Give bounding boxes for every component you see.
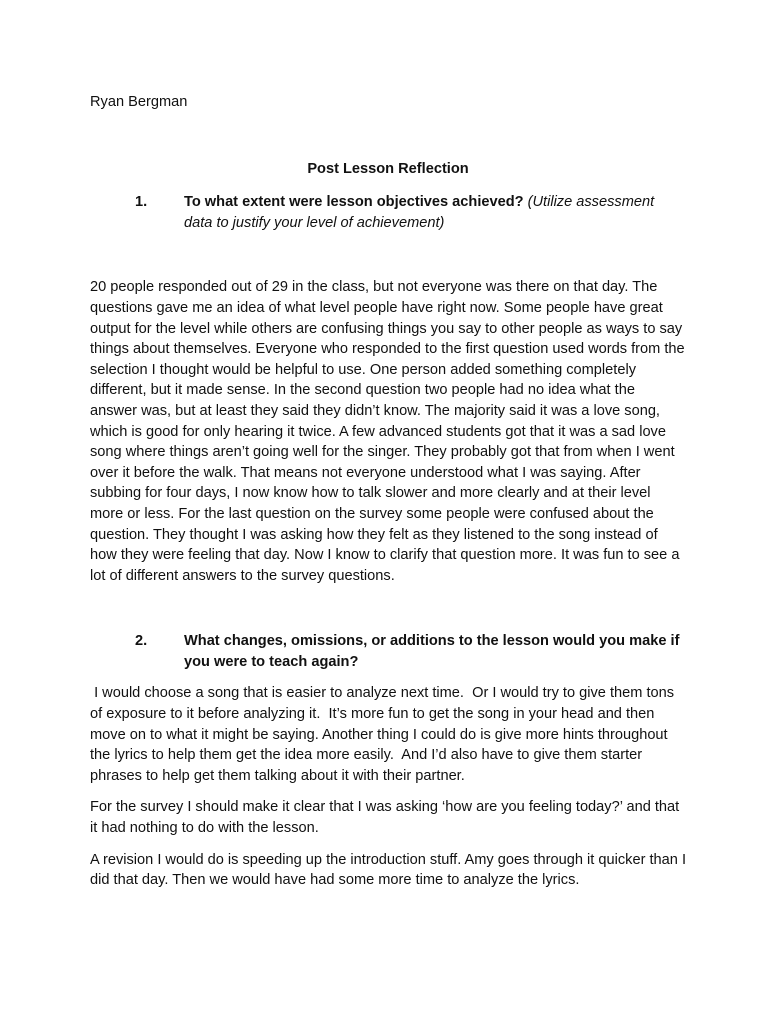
question-1-number: 1.	[135, 194, 148, 211]
question-2-number: 2.	[135, 633, 148, 650]
question-1	[135, 192, 686, 233]
question-2-text	[184, 631, 686, 672]
question-2	[135, 631, 686, 672]
question-2-prompt: What changes, omissions, or additions to the lesson would you make if you were to teach again?	[184, 633, 680, 670]
question-1-prompt: To what extent were lesson objectives achieved?	[184, 194, 524, 211]
answer-2-paragraph-2: For the survey I should make it clear that I was asking ‘how are you feeling today?’ and that it had nothing to do with the lesson.	[90, 799, 680, 837]
question-1-text	[184, 192, 686, 233]
author-name: Ryan Bergman	[90, 94, 188, 110]
document-title: Post Lesson Reflection	[307, 160, 469, 177]
answer-1-paragraph: 20 people responded out of 29 in the class, but not everyone was there on that day. The questions gave me an idea of what level people have right now. Some people have great output for the level while others are confusing things you say to other people as ways to say things about themselves. Everyone who responded to the first question used words from the selection I thought would be helpful to use. One person added something completely different, but it made sense. In the second question two people had no idea what the answer was, but at least they said they didn’t know. The majority said it was a love song, which is good for only hearing it twice. A few advanced students got that it was a sad love song where things aren’t going well for the singer. They probably got that from when I went over it before the walk. That means not everyone understood what I was saying. After subbing for four days, I now know how to talk slower and more clearly and at their level more or less. For the last question on the survey some people were confused about the question. They thought I was asking how they felt as they listened to the song instead of how they were feeling that day. Now I know to clarify that question more. It was fun to see a lot of different answers to the survey questions.	[90, 279, 685, 584]
document-page	[90, 92, 686, 891]
answer-2-paragraph-1: I would choose a song that is easier to analyze next time. Or I would try to give them tons of exposure to it before analyzing it. It’s more fun to get the song in your head and then move on to what it might be saying. Another thing I could do is give more hints throughout the lyrics to help them get the idea more easily. And I’d also have to give them starter phrases to help get them talking about it with their partner.	[90, 685, 679, 784]
question-1-note: (Utilize assessment data to justify your level of achievement)	[184, 194, 655, 231]
answer-2-paragraph-3: A revision I would do is speeding up the introduction stuff. Amy goes through it quicker than I did that day. Then we would have had some more time to analyze the lyrics.	[90, 851, 686, 889]
